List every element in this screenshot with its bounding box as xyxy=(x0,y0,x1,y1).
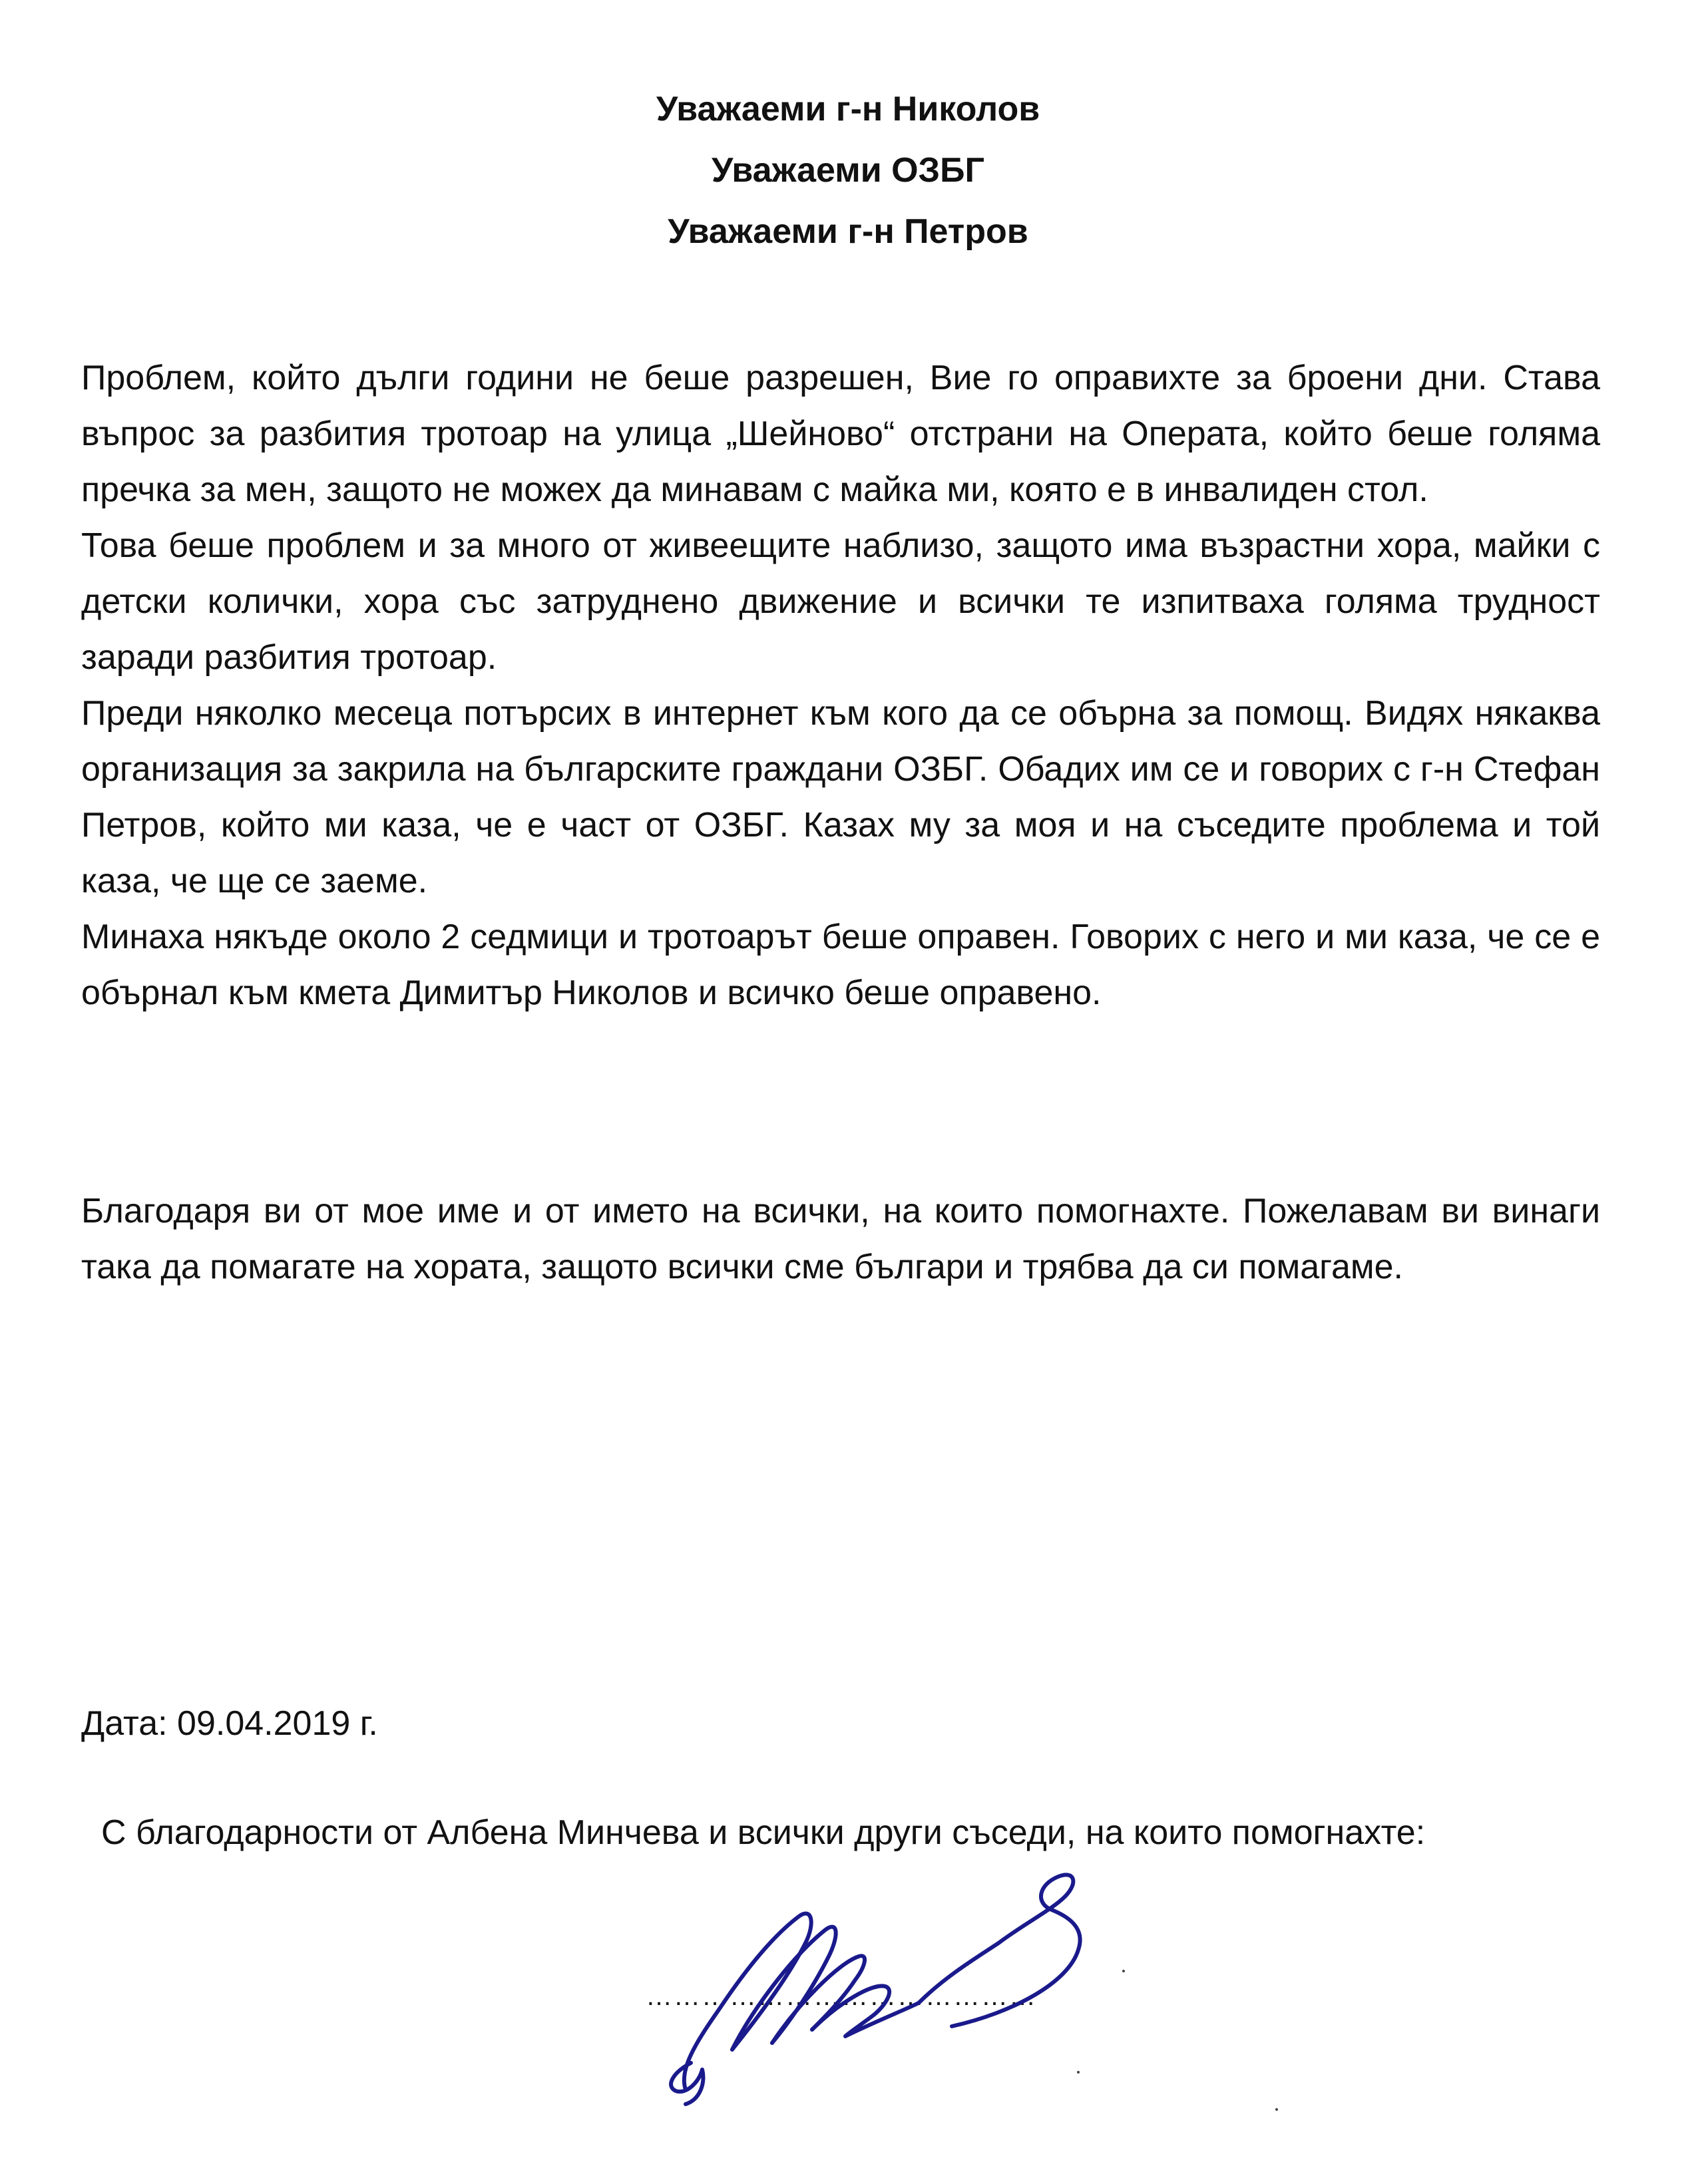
body-paragraph: Проблем, който дълги години не беше разрешен, Вие го оправихте за броени дни. Става въпрос за разбития тротоар на улица „Шейново“ отстрани на Операта, който беше голяма пречка за мен, защото не можех да минавам с майка ми, която е в инвалиден стол. xyxy=(81,359,1600,509)
letter-body xyxy=(81,350,1600,1021)
body-paragraph: Преди няколко месеца потърсих в интернет към кого да се обърна за помощ. Видях някаква организация за закрила на българските граждани ОЗБГ. Обадих им се и говорих с г-н Стефан Петров, който ми каза, че е част от ОЗБГ. Казах му за моя и на съседите проблема и той каза, че ще се заеме. xyxy=(81,694,1600,900)
body-paragraph: Минаха някъде около 2 седмици и тротоарът беше оправен. Говорих с него и ми каза, че се е обърнал към кмета Димитър Николов и всичко беше оправено. xyxy=(81,918,1600,1012)
handwritten-signature xyxy=(639,1843,1132,2109)
salutations xyxy=(0,79,1696,262)
letter-date: Дата: 09.04.2019 г. xyxy=(81,1704,378,1743)
salutation-line: Уважаеми г-н Николов xyxy=(656,90,1040,128)
body-paragraph: Това беше проблем и за много от живеещите наблизо, защото има възрастни хора, майки с детски колички, хора със затруднено движение и всички те изпитваха голяма трудност заради разбития тротоар. xyxy=(81,526,1600,677)
salutation-line: Уважаеми ОЗБГ xyxy=(712,151,984,190)
salutation-line: Уважаеми г-н Петров xyxy=(668,212,1028,251)
signature-dotted-line: …………………………………… xyxy=(646,1982,1037,2011)
closing-paragraph: Благодаря ви от мое име и от името на всички, на които помогнахте. Пожелавам ви винаги така да помагате на хората, защото всички сме българи и трябва да си помагаме. xyxy=(81,1192,1600,1286)
thanks-line: С благодарности от Албена Минчева и всички други съседи, на които помогнахте: xyxy=(101,1813,1426,1852)
scan-speck xyxy=(1275,2108,1278,2111)
scan-speck xyxy=(1122,1970,1125,1972)
scan-speck xyxy=(1077,2071,1080,2074)
